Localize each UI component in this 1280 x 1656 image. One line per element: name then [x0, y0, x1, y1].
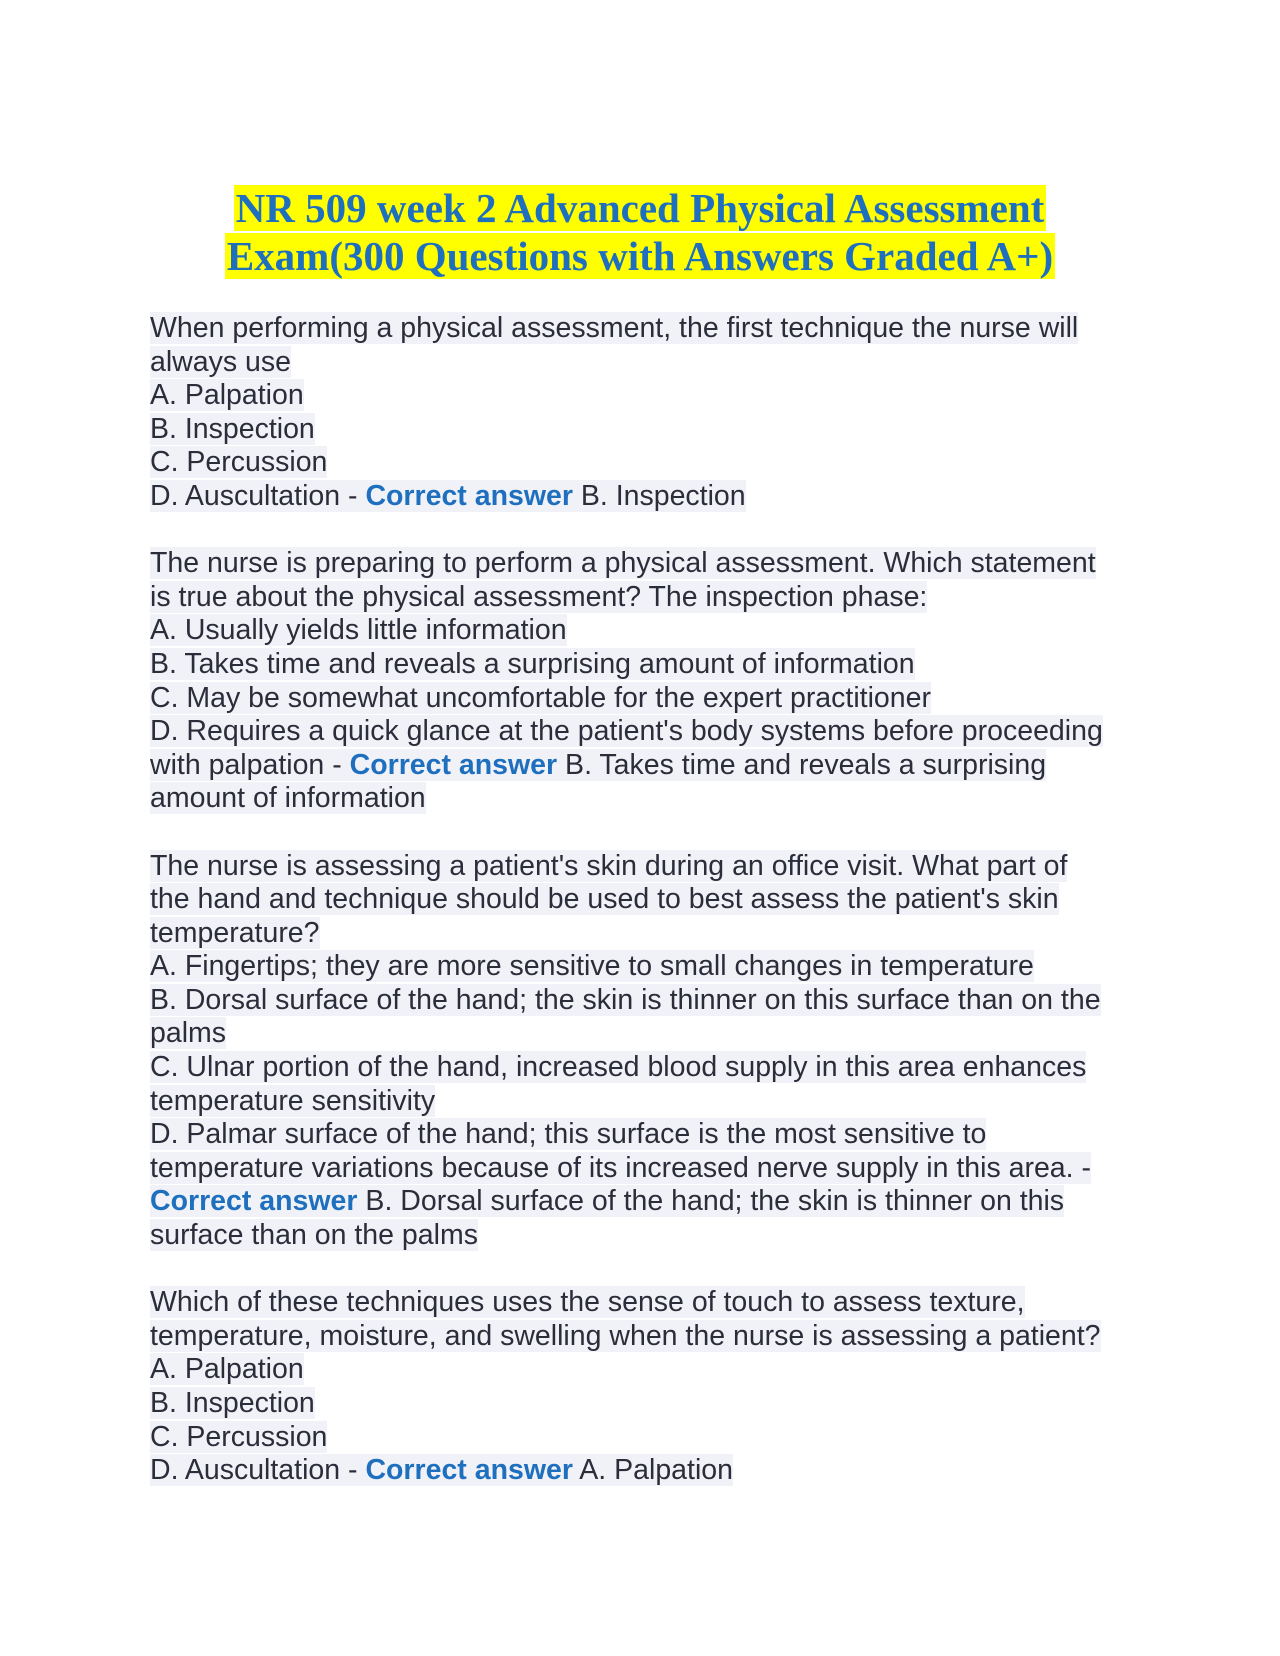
question-text: The nurse is assessing a patient's skin during an office visit. What part of: [150, 849, 1068, 882]
question-text: temperature variations because of its increased nerve supply in this area. -: [150, 1151, 1091, 1184]
question-line: [150, 1085, 1135, 1119]
correct-answer-label: Correct answer: [349, 748, 558, 781]
question-line: [150, 312, 1135, 346]
question-line: [150, 1051, 1135, 1085]
answer-value: B. Takes time and reveals a surprising: [557, 748, 1047, 781]
question-text: C. May be somewhat uncomfortable for the expert practitioner: [150, 681, 931, 714]
question-line: [150, 413, 1135, 447]
question-text: A. Usually yields little information: [150, 614, 567, 647]
question-line: [150, 1421, 1135, 1455]
document-title: [0, 184, 1280, 280]
question-line: [150, 379, 1135, 413]
question-text: the hand and technique should be used to best assess the patient's skin: [150, 883, 1059, 916]
question-line: [150, 581, 1135, 615]
question-text: C. Percussion: [150, 1420, 328, 1453]
answer-continuation-line: [150, 1219, 1135, 1253]
question-line: [150, 950, 1135, 984]
question-line: [150, 715, 1135, 749]
question-line: [150, 1017, 1135, 1051]
question-text: When performing a physical assessment, the first technique the nurse will: [150, 312, 1079, 344]
question-text: A. Fingertips; they are more sensitive to small changes in temperature: [150, 950, 1034, 983]
question-text: B. Inspection: [150, 412, 315, 445]
question-text: A. Palpation: [150, 379, 304, 412]
question-list: [150, 312, 1135, 1521]
answer-prefix: D. Auscultation -: [150, 479, 366, 512]
question-text: C. Percussion: [150, 446, 328, 479]
answer-text: [150, 480, 746, 512]
question-line: [150, 446, 1135, 480]
answer-continuation-text: amount of information: [150, 782, 426, 815]
title-line-1: NR 509 week 2 Advanced Physical Assessment: [235, 185, 1045, 231]
question-block: [150, 312, 1135, 514]
question-line: [150, 614, 1135, 648]
question-block: [150, 850, 1135, 1253]
question-line: [150, 648, 1135, 682]
answer-value: A. Palpation: [572, 1454, 733, 1487]
question-text: D. Requires a quick glance at the patient's body systems before proceeding: [150, 715, 1103, 748]
question-line: [150, 984, 1135, 1018]
question-text: is true about the physical assessment? The inspection phase:: [150, 580, 928, 613]
question-text: A. Palpation: [150, 1353, 304, 1386]
question-line: [150, 1320, 1135, 1354]
question-text: B. Inspection: [150, 1387, 315, 1419]
answer-line: [150, 749, 1135, 783]
question-line: [150, 917, 1135, 951]
question-text: B. Takes time and reveals a surprising amount of information: [150, 647, 915, 680]
question-line: [150, 1118, 1135, 1152]
question-line: [150, 1286, 1135, 1320]
question-line: [150, 1152, 1135, 1186]
answer-continuation-text: surface than on the palms: [150, 1219, 478, 1252]
answer-prefix: with palpation -: [150, 748, 350, 781]
question-text: D. Palmar surface of the hand; this surface is the most sensitive to: [150, 1118, 987, 1151]
question-block: [150, 1286, 1135, 1488]
question-line: [150, 547, 1135, 581]
title-line-2: Exam(300 Questions with Answers Graded A+): [226, 233, 1054, 279]
question-text: C. Ulnar portion of the hand, increased blood supply in this area enhances: [150, 1051, 1087, 1084]
answer-text: [150, 1454, 733, 1486]
answer-continuation-line: [150, 782, 1135, 816]
question-text: Which of these techniques uses the sense of touch to assess texture,: [150, 1286, 1025, 1319]
answer-text: [150, 1185, 1064, 1217]
question-line: [150, 1353, 1135, 1387]
question-text: B. Dorsal surface of the hand; the skin is thinner on this surface than on the: [150, 983, 1101, 1016]
correct-answer-label: Correct answer: [150, 1185, 358, 1218]
question-text: The nurse is preparing to perform a physical assessment. Which statement: [150, 547, 1096, 580]
answer-value: B. Inspection: [572, 479, 746, 512]
correct-answer-label: Correct answer: [365, 479, 573, 512]
question-text: always use: [150, 345, 291, 378]
question-text: temperature?: [150, 916, 320, 949]
question-block: [150, 547, 1135, 816]
question-line: [150, 883, 1135, 917]
question-text: palms: [150, 1017, 227, 1050]
answer-line: [150, 1185, 1135, 1219]
question-line: [150, 346, 1135, 380]
question-text: temperature sensitivity: [150, 1084, 436, 1117]
answer-value: B. Dorsal surface of the hand; the skin is thinner on this: [357, 1185, 1065, 1218]
question-line: [150, 1387, 1135, 1421]
answer-text: [150, 749, 1046, 781]
question-line: [150, 682, 1135, 716]
correct-answer-label: Correct answer: [365, 1454, 573, 1487]
answer-line: [150, 1454, 1135, 1488]
answer-line: [150, 480, 1135, 514]
question-line: [150, 850, 1135, 884]
question-text: temperature, moisture, and swelling when the nurse is assessing a patient?: [150, 1319, 1101, 1352]
answer-prefix: D. Auscultation -: [150, 1454, 366, 1487]
